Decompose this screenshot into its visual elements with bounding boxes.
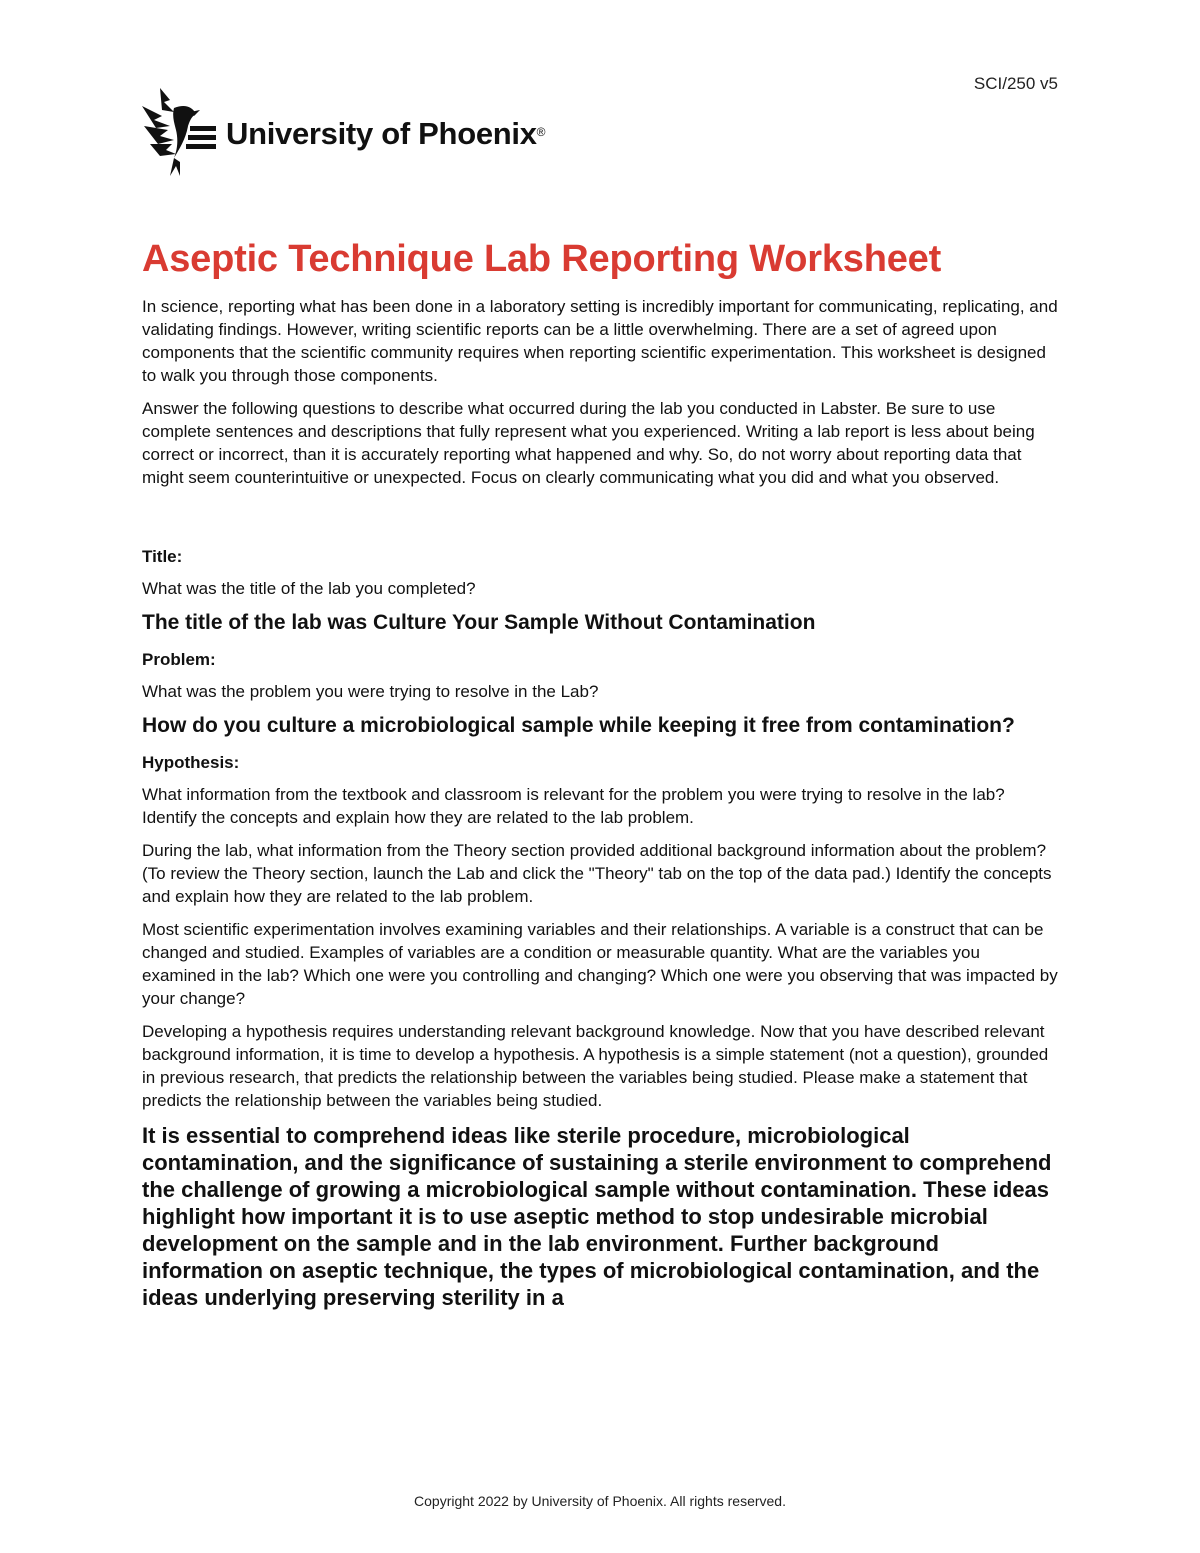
logo-name: University of Phoenix xyxy=(226,116,537,151)
hypothesis-question-4: Developing a hypothesis requires understanding relevant background knowledge. Now that you have described relevant background information, it is time to develop a hypothesis. A hypothesis is a simple statement (not a question), grounded in previous research, that predicts the relationship between the variables being studied. Please make a statement that predicts the relationship between the variables being studied. xyxy=(142,1022,1049,1110)
title-answer: The title of the lab was Culture Your Sample Without Contamination xyxy=(142,611,816,634)
intro-paragraph-2: Answer the following questions to describe what occurred during the lab you conducted in Labster. Be sure to use complete sentences and descriptions that fully represent what you experienced. Writing a lab report is less about being correct or incorrect, than it is accurately reporting what happened and why. So, do not worry about reporting data that might seem counterintuitive or unexpected. Focus on clearly communicating what you did and what you observed. xyxy=(142,399,1035,487)
problem-question: What was the problem you were trying to resolve in the Lab? xyxy=(142,682,599,701)
document-body xyxy=(142,238,1058,1311)
university-logo xyxy=(140,86,545,178)
copyright-footer: Copyright 2022 by University of Phoenix. All rights reserved. xyxy=(414,1493,786,1509)
intro-paragraph-1: In science, reporting what has been done in a laboratory setting is incredibly important for communicating, replicating, and validating findings. However, writing scientific reports can be a little overwhelming. There are a set of agreed upon components that the scientific community requires when reporting scientific experimentation. This worksheet is designed to walk you through those components. xyxy=(142,297,1058,385)
hypothesis-question-3: Most scientific experimentation involves examining variables and their relationships. A variable is a construct that can be changed and studied. Examples of variables are a condition or measurable quantity. What are the variables you examined in the lab? Which one were you controlling and changing? Which one were you observing that was impacted by your change? xyxy=(142,920,1058,1008)
document-title: Aseptic Technique Lab Reporting Worksheet xyxy=(142,238,942,280)
title-question: What was the title of the lab you completed? xyxy=(142,579,476,598)
problem-answer: How do you culture a microbiological sample while keeping it free from contamination? xyxy=(142,714,1015,737)
hypothesis-label: Hypothesis: xyxy=(142,753,240,772)
hypothesis-question-2: During the lab, what information from the Theory section provided additional background information about the problem? (To review the Theory section, launch the Lab and click the "Theory" tab on the top of the data pad.) Identify the concepts and explain how they are related to the lab problem. xyxy=(142,841,1052,906)
hypothesis-question-1: What information from the textbook and classroom is relevant for the problem you were trying to resolve in the lab? Identify the concepts and explain how they are related to the lab problem. xyxy=(142,785,1005,827)
phoenix-bird-icon xyxy=(140,86,216,178)
problem-label: Problem: xyxy=(142,650,216,669)
hypothesis-answer: It is essential to comprehend ideas like sterile procedure, microbiological contamination, and the significance of sustaining a sterile environment to comprehend the challenge of growing a microbiological sample without contamination. These ideas highlight how important it is to use aseptic method to stop undesirable microbial development on the sample and in the lab environment. Further background information on aseptic technique, the types of microbiological contamination, and the ideas underlying preserving sterility in a xyxy=(142,1123,1052,1310)
logo-wordmark xyxy=(226,116,545,152)
section-spacer xyxy=(142,499,1058,533)
course-code: SCI/250 v5 xyxy=(973,74,1058,93)
registered-mark: ® xyxy=(536,125,546,139)
title-label: Title: xyxy=(142,547,183,566)
